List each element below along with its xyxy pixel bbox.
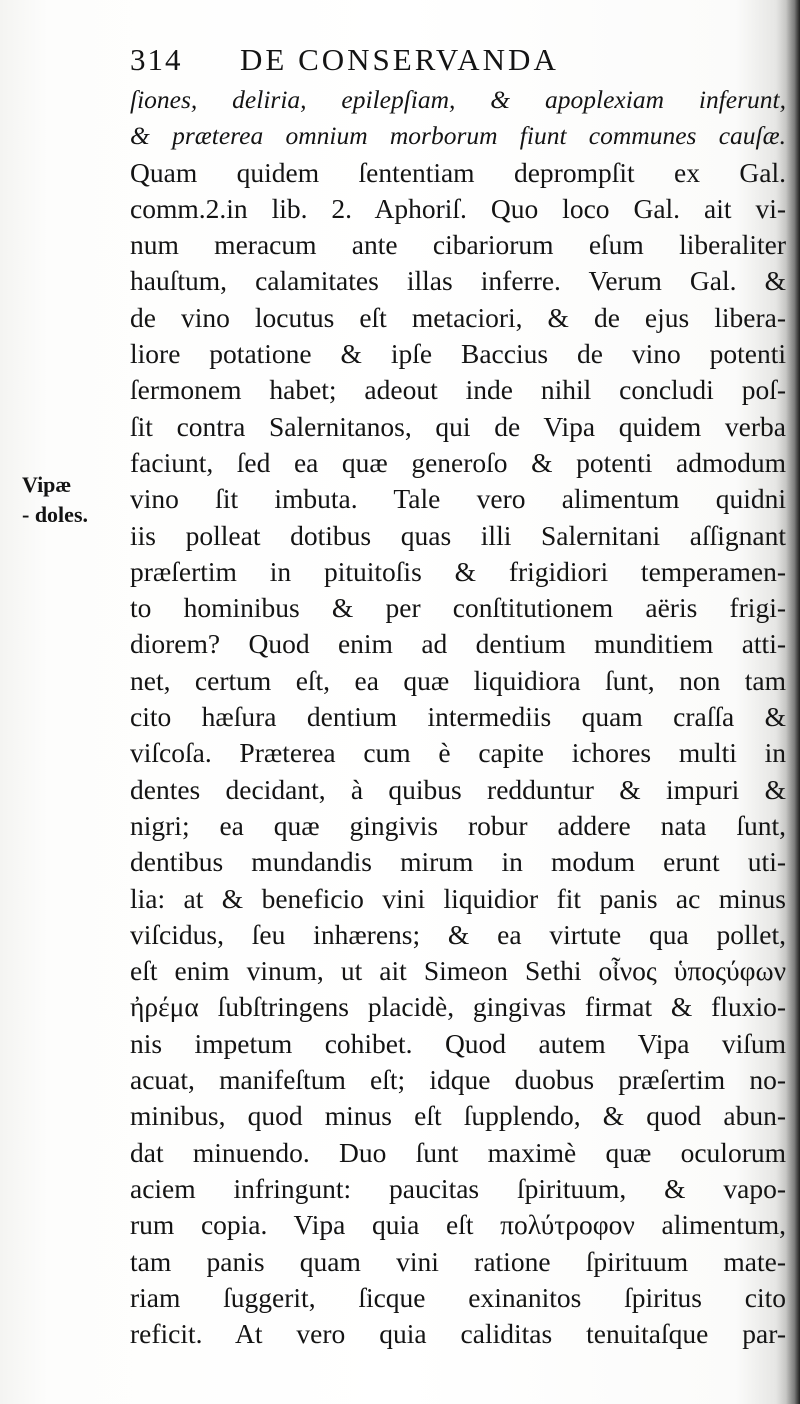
text-line: hauſtum, calamitates illas inferre. Verum Gal. & [130, 265, 786, 297]
text-line: num meracum ante cibariorum eſum liberaliter [130, 229, 786, 261]
text-line: nigri; ea quæ gingivis robur addere nata ſunt, [130, 809, 786, 841]
text-line: rum copia. Vipa quia eſt πολύτροφον alimentum, [130, 1209, 786, 1241]
page-number: 314 [130, 42, 183, 77]
text-line: tam panis quam vini ratione ſpirituum mate- [130, 1245, 786, 1277]
text-line: lia: at & beneficio vini liquidior fit panis ac minus [130, 882, 786, 914]
text-line: ἠρέμα ſubſtringens placidè, gingivas firmat & fluxio- [130, 991, 786, 1023]
text-line: eſt enim vinum, ut ait Simeon Sethi οἶνος ὑποςύφων [130, 955, 786, 987]
margin-note-line: Vipæ [22, 472, 72, 497]
running-title: DE CONSERVANDA [240, 42, 559, 77]
text-line: ſiones, deliria, epilepſiam, & apoplexiam inferunt, [130, 85, 786, 114]
text-line: & præterea omnium morborum fiunt communes cauſæ. [130, 121, 786, 151]
text-line: viſcoſa. Præterea cum è capite ichores multi in [130, 737, 786, 769]
text-line: liore potatione & ipſe Baccius de vino potenti [130, 338, 786, 370]
text-line: riam ſuggerit, ſicque exinanitos ſpiritus cito [130, 1281, 786, 1313]
text-line: viſcidus, ſeu inhærens; & ea virtute qua pollet, [130, 918, 786, 950]
text-line: Quam quidem ſententiam deprompſit ex Gal. [130, 156, 786, 188]
text-line: diorem? Quod enim ad dentium munditiem atti- [130, 628, 786, 660]
text-line: dat minuendo. Duo ſunt maximè quæ oculorum [130, 1136, 786, 1168]
text-line: ſermonem habet; adeout inde nihil concludi poſ- [130, 374, 786, 406]
text-line: minibus, quod minus eſt ſupplendo, & quod abun- [130, 1100, 786, 1132]
text-line: dentibus mundandis mirum in modum erunt uti- [130, 846, 786, 878]
text-line: præſertim in pituitoſis & frigidiori temperamen- [130, 555, 786, 587]
text-line: reficit. At vero quia caliditas tenuitaſque par- [130, 1318, 786, 1350]
text-line: comm.2.in lib. 2. Aphoriſ. Quo loco Gal. ait vi- [130, 192, 786, 224]
text-line: ſit contra Salernitanos, qui de Vipa quidem verba [130, 410, 786, 442]
text-line: aciem infringunt: paucitas ſpirituum, & vapo- [130, 1172, 786, 1204]
text-line: de vino locutus eſt metaciori, & de ejus libera- [130, 301, 786, 333]
margin-note [22, 470, 122, 530]
text-line: dentes decidant, à quibus redduntur & impuri & [130, 773, 786, 805]
body-text [130, 82, 786, 1352]
page-gutter-shadow [786, 0, 800, 1404]
margin-note-line: - doles. [22, 502, 88, 527]
text-line: net, certum eſt, ea quæ liquidiora ſunt, non tam [130, 664, 786, 696]
running-head [130, 42, 670, 86]
text-line: faciunt, ſed ea quæ generoſo & potenti admodum [130, 446, 786, 478]
text-line: cito hæſura dentium intermediis quam craſſa & [130, 701, 786, 733]
text-line: acuat, manifeſtum eſt; idque duobus præſertim no- [130, 1064, 786, 1096]
text-line: nis impetum cohibet. Quod autem Vipa viſum [130, 1027, 786, 1059]
text-line: iis polleat dotibus quas illi Salernitani aſſignant [130, 519, 786, 551]
text-line: vino ſit imbuta. Tale vero alimentum quidni [130, 483, 786, 515]
text-line: to hominibus & per conſtitutionem aëris frigi- [130, 592, 786, 624]
